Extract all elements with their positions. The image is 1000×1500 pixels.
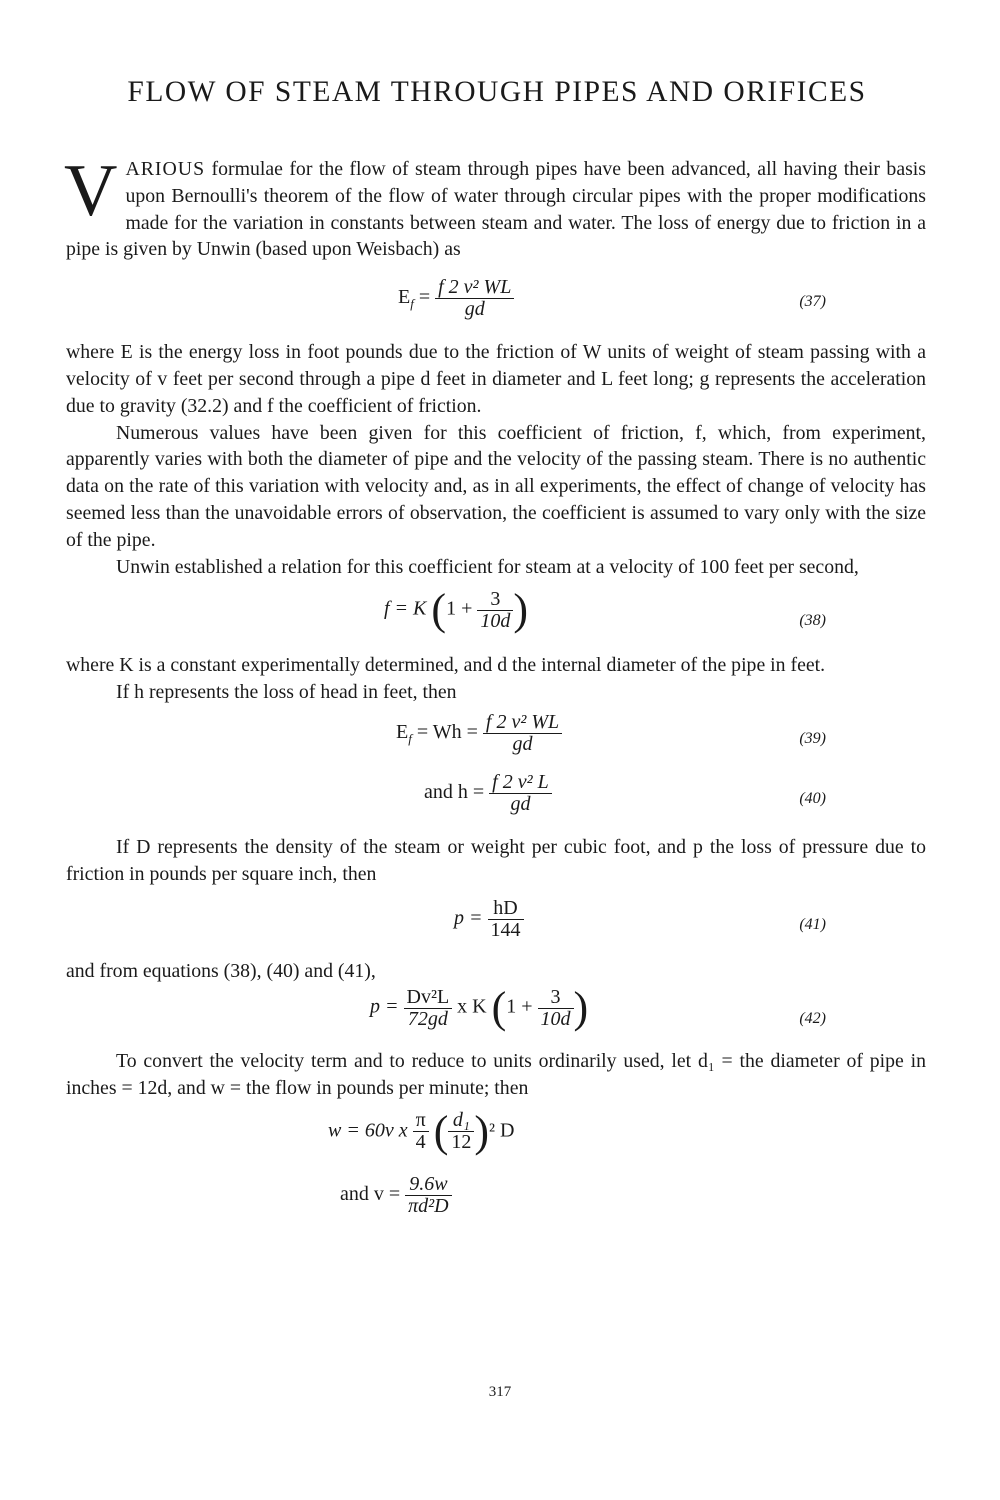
paragraph-intro xyxy=(64,150,926,263)
paragraph-k-constant: where K is a constant experimentally determined, and d the internal diameter of the pipe in feet. xyxy=(66,654,826,677)
eq38-label: (38) xyxy=(799,612,826,630)
eq42-label: (42) xyxy=(799,1010,826,1028)
equation-44 xyxy=(66,1170,926,1236)
eq41-denominator: 144 xyxy=(488,919,524,941)
equation-42: p = $\frac{\text{Dv²L}}{72gd}$ x K (1 + $\frac{3}{10d}$ ) (42) xyxy=(370,983,826,1033)
eq42-denominator-2: 10d xyxy=(538,1008,574,1030)
paragraph-unwin: Unwin established a relation for this coefficient for steam at a velocity of 100 feet per second, xyxy=(116,555,859,578)
eq42-inner: 1 + xyxy=(506,995,533,1018)
equation-39 xyxy=(66,706,926,768)
eq42-numerator: Dv²L xyxy=(406,985,450,1008)
paragraph-energy-loss: where E is the energy loss in foot pounds due to the friction of W units of weight of steam passing with a velocity of v feet per second through a pipe d feet in diameter and L feet long; g represents the acceleration due to gravity (32.2) and f the coefficient of friction. xyxy=(66,341,926,417)
eq42-mid: x K xyxy=(457,995,487,1018)
paragraph-convert: To convert the velocity term and to reduce to units ordinarily used, let d₁ = the diameter of pipe in inches = 12d, and w = the flow in pounds per minute; then xyxy=(66,1050,926,1100)
eq39-sub: f xyxy=(408,731,412,747)
eq44-numerator: 9.6w xyxy=(409,1172,448,1195)
eq43-inner-denominator: 12 xyxy=(448,1131,474,1153)
eq40-denominator: gd xyxy=(489,793,552,815)
eq44-lhs: and v = xyxy=(340,1183,401,1206)
page-title: FLOW OF STEAM THROUGH PIPES AND ORIFICES xyxy=(127,76,867,108)
eq39-denominator: gd xyxy=(483,733,562,755)
eq43-inner-numerator: d₁ xyxy=(452,1109,470,1132)
page-number: 317 xyxy=(488,1384,512,1400)
eq37-sub: f xyxy=(410,296,414,312)
drop-cap: V xyxy=(64,150,118,232)
eq41-label: (41) xyxy=(799,915,826,933)
eq41-numerator: hD xyxy=(493,896,518,919)
eq40-label: (40) xyxy=(799,789,826,807)
equation-41 xyxy=(66,888,926,958)
eq39-lhs: E xyxy=(396,721,409,744)
equation-40 xyxy=(66,768,926,834)
body-text xyxy=(64,150,926,1236)
eq38-lhs: f = K xyxy=(384,597,427,620)
eq38-denominator: 10d xyxy=(477,610,513,632)
eq38-inner: 1 + xyxy=(446,597,473,620)
eq37-lhs: E xyxy=(398,286,411,309)
eq37-numerator: f 2 v² WL xyxy=(438,276,512,299)
eq37-equals: = xyxy=(418,286,431,309)
eq42-lhs: p = xyxy=(370,995,399,1018)
eq40-numerator: f 2 v² L xyxy=(492,770,549,793)
eq41-lhs: p = xyxy=(454,906,483,929)
small-caps-word: ARIOUS xyxy=(125,158,206,180)
eq38-numerator: 3 xyxy=(490,587,501,610)
intro-text: formulae for the flow of steam through pipes have been advanced, all having their basis upon Bernoulli's theorem of the flow of water through circular pipes with the proper modifications made for the variation in constants between steam and water. The loss of energy due to friction in a pipe is given by Unwin (based upon Weisbach) as xyxy=(66,158,926,261)
paragraph-head-loss: If h represents the loss of head in feet, then xyxy=(116,681,457,704)
eq43-denominator: 4 xyxy=(413,1131,429,1153)
equation-37 xyxy=(66,263,926,339)
eq37-label: (37) xyxy=(799,293,826,311)
eq37-denominator: gd xyxy=(435,298,514,320)
eq43-lhs: w = 60v x xyxy=(328,1119,408,1142)
eq43-numerator: π xyxy=(415,1109,426,1132)
eq40-lhs: and h = xyxy=(424,781,485,804)
eq39-mid: = Wh = xyxy=(416,721,478,744)
eq39-numerator: f 2 v² WL xyxy=(485,710,560,733)
eq43-tail: ² D xyxy=(489,1119,515,1142)
eq42-numerator-2: 3 xyxy=(550,985,561,1008)
equation-43: w = 60v x $\frac{\pi}{4}$ ( $\frac{\text{d₁}}{12}$ )² D xyxy=(328,1106,515,1156)
eq42-denominator: 72gd xyxy=(404,1008,453,1030)
paragraph-coefficient: Numerous values have been given for this coefficient of friction, f, which, from experiment, apparently varies with both the diameter of pipe and the velocity of the passing steam. There is no authentic data on the rate of this variation with velocity and, as in all experiments, the effect of change of velocity has seemed less than the unavoidable errors of observation, the coefficient is assumed to vary only with the size of the pipe. xyxy=(66,421,926,551)
paragraph-from-equations: and from equations (38), (40) and (41), xyxy=(66,959,376,982)
equation-38: f = K (1 + $\frac{3}{10d}$ ) (38) xyxy=(384,585,826,635)
paragraph-density: If D represents the density of the steam or weight per cubic foot, and p the loss of pressure due to friction in pounds per square inch, then xyxy=(66,835,926,885)
eq39-label: (39) xyxy=(799,729,826,747)
eq44-denominator: πd²D xyxy=(405,1195,451,1217)
